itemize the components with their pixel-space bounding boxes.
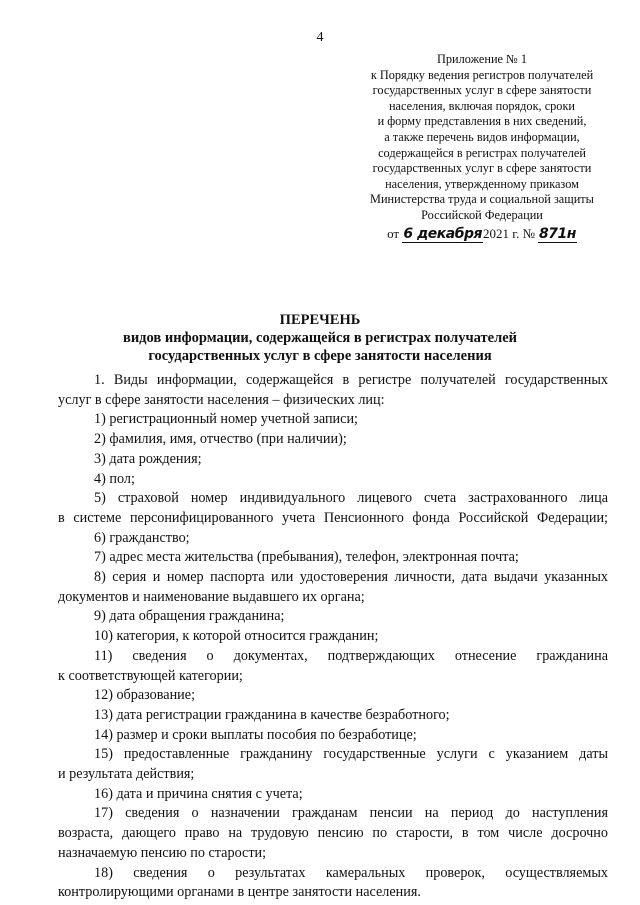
text-line: в системе персонифицированного учета Пенсионного фонда Российской Федерации;: [58, 509, 608, 526]
list-item: [58, 568, 608, 607]
text-line: 18) сведения о результатах камеральных проверок, осуществляемых: [94, 864, 608, 881]
appendix-line: населения, утвержденному приказом: [385, 176, 579, 191]
appendix-line: а также перечень видов информации,: [384, 129, 580, 144]
appendix-line: государственных услуг в сфере занятости: [372, 161, 592, 176]
handwritten-date: 6 декабря: [403, 225, 482, 242]
appendix-line: содержащейся в регистрах получателей: [378, 145, 586, 160]
list-item: 1) регистрационный номер учетной записи;: [94, 411, 358, 428]
list-item: [58, 489, 608, 528]
text-line: 5) страховой номер индивидуального лицевого счета застрахованного лица: [94, 490, 608, 507]
list-item: 13) дата регистрации гражданина в качестве безработного;: [94, 706, 450, 723]
list-item: [58, 647, 608, 686]
appendix-line: к Порядку ведения регистров получателей: [370, 67, 594, 82]
list-item: [58, 745, 608, 784]
list-item: 7) адрес места жительства (пребывания), телефон, электронная почта;: [94, 549, 519, 566]
text-line: документов и наименование выдавшего их органа;: [58, 588, 365, 605]
text-line: 8) серия и номер паспорта или удостоверения личности, дата выдачи указанных: [94, 569, 608, 586]
text-line: контролирующими органами в центре занятости населения.: [58, 884, 421, 901]
section-1-paragraph: [58, 371, 608, 410]
list-item: 3) дата рождения;: [94, 450, 202, 467]
document-title: [0, 311, 640, 365]
text-line: 15) предоставленные гражданину государственные услуги с указанием даты: [94, 746, 608, 763]
list-item: 4) пол;: [94, 470, 135, 487]
text-line: 1. Виды информации, содержащейся в регистре получателей государственных: [94, 372, 608, 388]
date-suffix: 2021 г. №: [482, 225, 536, 241]
text-line: возраста, дающего право на трудовую пенсию по старости, в том числе досрочно: [58, 825, 608, 842]
list-item: [58, 864, 608, 903]
list-item: 14) размер и сроки выплаты пособия по безработице;: [94, 726, 417, 743]
appendix-line: населения, включая порядок, сроки: [388, 98, 576, 113]
list-item: 9) дата обращения гражданина;: [94, 608, 285, 625]
title-line: видов информации, содержащейся в регистрах получателей: [123, 330, 517, 346]
appendix-line: Российской Федерации: [421, 207, 543, 222]
list-item: 12) образование;: [94, 687, 196, 704]
text-line: услуг в сфере занятости населения – физических лиц:: [58, 391, 385, 408]
appendix-line: и форму представления в них сведений,: [377, 114, 587, 129]
document-body: [58, 371, 608, 903]
title-line: ПЕРЕЧЕНЬ: [279, 312, 361, 328]
list-item: 10) категория, к которой относится гражданин;: [94, 628, 379, 645]
date-prefix: от: [387, 225, 400, 241]
title-line: государственных услуг в сфере занятости населения: [148, 348, 492, 364]
list-item: 16) дата и причина снятия с учета;: [94, 785, 303, 802]
list-item: [58, 804, 608, 863]
text-line: 17) сведения о назначении гражданам пенсии на период до наступления: [94, 805, 608, 822]
text-line: к соответствующей категории;: [58, 667, 243, 684]
appendix-line: Министерства труда и социальной защиты: [370, 192, 594, 207]
list-item: 6) гражданство;: [94, 529, 190, 546]
list-item: 2) фамилия, имя, отчество (при наличии);: [94, 431, 347, 448]
appendix-line: Приложение № 1: [436, 52, 528, 66]
page-number: 4: [316, 30, 324, 45]
text-line: 11) сведения о документах, подтверждающих отнесение гражданина: [94, 647, 608, 664]
handwritten-order-number: 871н: [539, 225, 576, 242]
order-date-line: [357, 226, 607, 243]
appendix-header: [357, 52, 607, 242]
text-line: назначаемую пенсию по старости;: [58, 844, 267, 861]
appendix-line: государственных услуг в сфере занятости: [372, 83, 592, 98]
text-line: и результата действия;: [58, 766, 195, 783]
